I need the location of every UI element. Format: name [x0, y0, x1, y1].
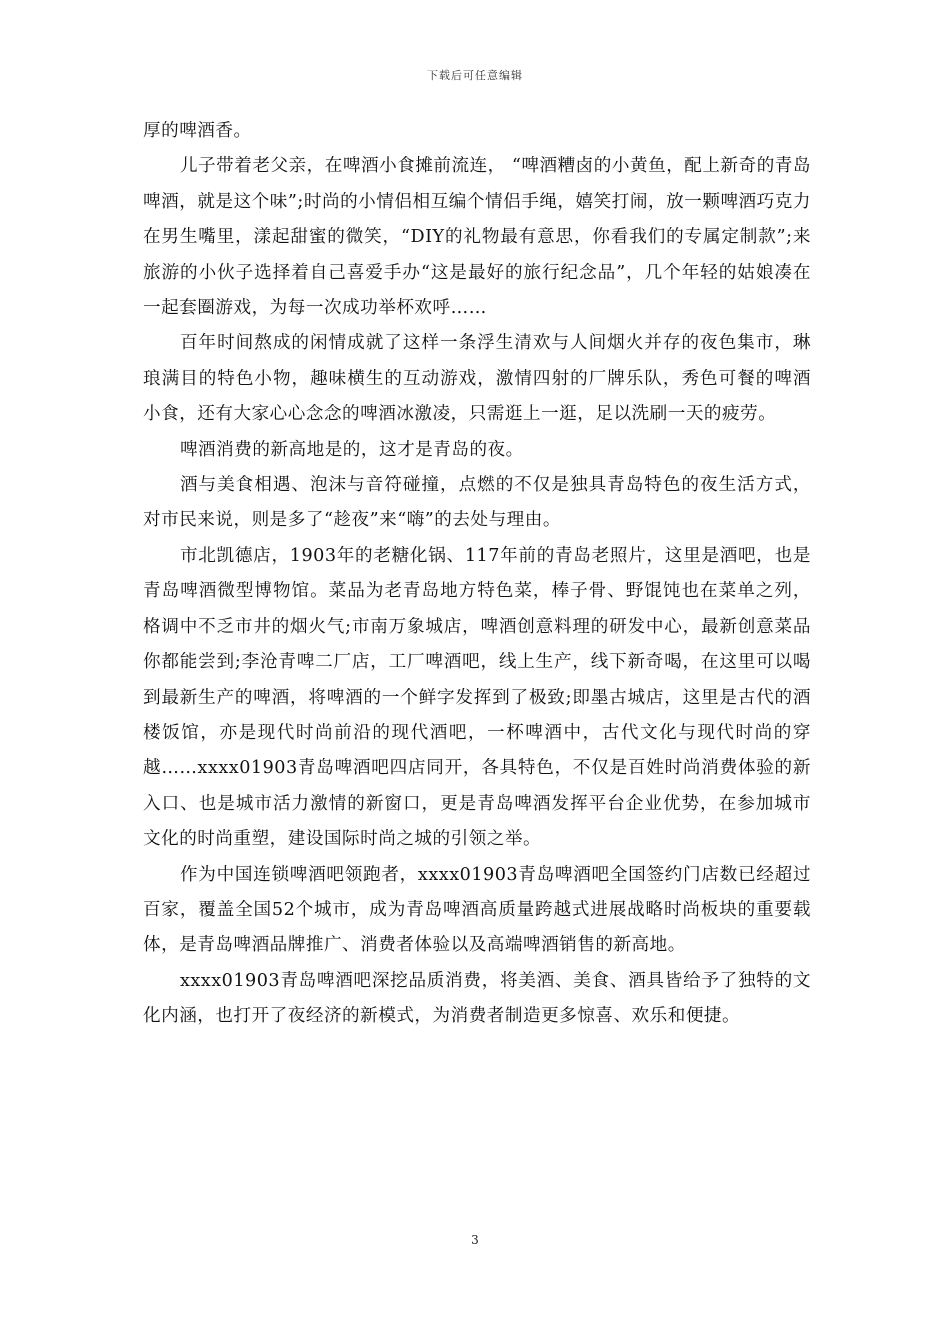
- document-body: [143, 114, 811, 1035]
- paragraph-6: 市北凯德店，1903年的老糖化锅、117年前的青岛老照片，这里是酒吧，也是青岛啤酒微型博物馆。菜品为老青岛地方特色菜，棒子骨、野馄饨也在菜单之列，格调中不乏市井的烟火气;市南万象城店，啤酒创意料理的研发中心，最新创意菜品你都能尝到;李沧青啤二厂店，工厂啤酒吧，线上生产，线下新奇喝，在这里可以喝到最新生产的啤酒，将啤酒的一个鲜字发挥到了极致;即墨古城店，这里是古代的酒楼饭馆，亦是现代时尚前沿的现代酒吧，一杯啤酒中，古代文化与现代时尚的穿越……xxxx01903青岛啤酒吧四店同开，各具特色，不仅是百姓时尚消费体验的新入口、也是城市活力激情的新窗口，更是青岛啤酒发挥平台企业优势，在参加城市文化的时尚重塑，建设国际时尚之城的引领之举。: [143, 545, 811, 850]
- paragraph-5: 酒与美食相遇、泡沫与音符碰撞，点燃的不仅是独具青岛特色的夜生活方式，对市民来说，则是多了“趁夜”来“嗨”的去处与理由。: [143, 475, 811, 531]
- page-number: 3: [471, 1233, 479, 1247]
- paragraph-8: xxxx01903青岛啤酒吧深挖品质消费，将美酒、美食、酒具皆给予了独特的文化内涵，也打开了夜经济的新模式，为消费者制造更多惊喜、欢乐和便捷。: [143, 970, 811, 1027]
- paragraph-4: 啤酒消费的新高地是的，这才是青岛的夜。: [179, 439, 524, 460]
- paragraph-2: 儿子带着老父亲，在啤酒小食摊前流连， “啤酒糟卤的小黄鱼，配上新奇的青岛啤酒，就是这个味”;时尚的小情侣相互编个情侣手绳，嬉笑打闹，放一颗啤酒巧克力在男生嘴里，漾起甜蜜的微笑，“DIY的礼物最有意思，你看我们的专属定制款”;来旅游的小伙子选择着自己喜爱手办“这是最好的旅行纪念品”，几个年轻的姑娘凑在一起套圈游戏，为每一次成功举杯欢呼……: [143, 156, 811, 319]
- paragraph-3: 百年时间熬成的闲情成就了这样一条浮生清欢与人间烟火并存的夜色集市，琳琅满目的特色小物，趣味横生的互动游戏，激情四射的厂牌乐队，秀色可餐的啤酒小食，还有大家心心念念的啤酒冰激凌，只需逛上一逛，足以洗刷一天的疲劳。: [143, 333, 811, 425]
- paragraph-1: 厚的啤酒香。: [143, 121, 252, 141]
- page-header: 下载后可任意编辑: [427, 69, 523, 82]
- paragraph-7: 作为中国连锁啤酒吧领跑者，xxxx01903青岛啤酒吧全国签约门店数已经超过百家，覆盖全国52个城市，成为青岛啤酒高质量跨越式进展战略时尚板块的重要载体，是青岛啤酒品牌推广、消费者体验以及高端啤酒销售的新高地。: [143, 864, 811, 956]
